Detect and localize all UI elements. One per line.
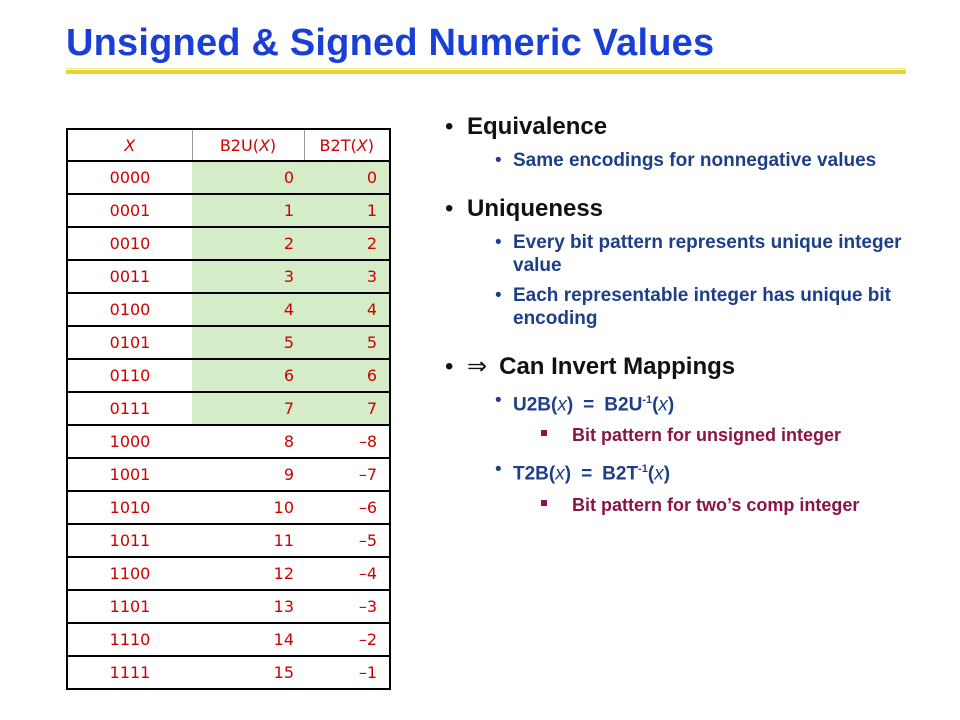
b2u-cell: 5: [192, 326, 304, 359]
implies-symbol: ⇒: [467, 353, 488, 380]
b2u-cell: 3: [192, 260, 304, 293]
table-body: [67, 161, 390, 689]
table-row: [67, 260, 390, 293]
b2t-cell: –2: [304, 623, 390, 656]
b2u-cell: 9: [192, 458, 304, 491]
b2t-cell: –7: [304, 458, 390, 491]
table-row: [67, 425, 390, 458]
table-header-row: [67, 129, 390, 161]
bits-cell: 0010: [67, 227, 192, 260]
b2u-cell: 4: [192, 293, 304, 326]
bits-cell: 1001: [67, 458, 192, 491]
table-row: [67, 227, 390, 260]
table-row: [67, 491, 390, 524]
b2t-cell: –5: [304, 524, 390, 557]
table-row: [67, 293, 390, 326]
b2u-cell: 7: [192, 392, 304, 425]
header-x: X: [67, 129, 192, 161]
b2u-cell: 0: [192, 161, 304, 194]
bullet-each-representable: • Each representable integer has unique bit encoding: [495, 285, 891, 329]
table-row: [67, 557, 390, 590]
b2t-cell: –1: [304, 656, 390, 689]
bullet-t2b-note: [445, 494, 915, 516]
b2u-cell: 8: [192, 425, 304, 458]
table-row: [67, 392, 390, 425]
uniqueness-heading: Uniqueness: [467, 195, 604, 222]
b2t-cell: 6: [304, 359, 390, 392]
b2t-cell: 0: [304, 161, 390, 194]
bits-cell: 0100: [67, 293, 192, 326]
b2t-cell: –4: [304, 557, 390, 590]
equivalence-heading: Equivalence: [467, 113, 608, 140]
bullet-equivalence: • Equivalence: [445, 113, 608, 140]
slide-title: Unsigned & Signed Numeric Values: [66, 22, 715, 64]
bullet-u2b: • $U2B(x) = B2U^{-1}(x)$: [495, 390, 675, 416]
b2u-cell: 15: [192, 656, 304, 689]
bits-cell: 1110: [67, 623, 192, 656]
bits-cell: 1000: [67, 425, 192, 458]
b2u-cell: 13: [192, 590, 304, 623]
t2b-note-text: Bit pattern for two’s comp integer: [572, 494, 860, 515]
table-row: [67, 524, 390, 557]
bits-cell: 0101: [67, 326, 192, 359]
bits-cell: 0011: [67, 260, 192, 293]
b2u-cell: 10: [192, 491, 304, 524]
bits-cell: 0000: [67, 161, 192, 194]
b2u-cell: 11: [192, 524, 304, 557]
bits-cell: 1011: [67, 524, 192, 557]
bits-cell: 0111: [67, 392, 192, 425]
table-row: [67, 623, 390, 656]
table-row: [67, 656, 390, 689]
b2t-cell: 4: [304, 293, 390, 326]
title-underline: [66, 70, 906, 74]
table-row: [67, 359, 390, 392]
bullet-same-encodings: • Same encodings for nonnegative values: [495, 150, 877, 171]
bits-cell: 1111: [67, 656, 192, 689]
bullet-every-bit-pattern: • Every bit pattern represents unique integer value: [495, 232, 902, 276]
same-encodings-text: Same encodings for nonnegative values: [513, 150, 877, 171]
bits-cell: 1101: [67, 590, 192, 623]
bullet-t2b: • $T2B(x) = B2T^{-1}(x)$: [495, 459, 671, 485]
invert-heading: Can Invert Mappings: [499, 353, 736, 380]
u2b-note-text: Bit pattern for unsigned integer: [572, 425, 842, 446]
b2t-cell: –3: [304, 590, 390, 623]
bits-cell: 1010: [67, 491, 192, 524]
b2t-cell: –8: [304, 425, 390, 458]
table-row: [67, 590, 390, 623]
b2t-cell: 1: [304, 194, 390, 227]
bullet-invert-mappings: • ⇒ Can Invert Mappings: [445, 353, 736, 380]
b2t-cell: 2: [304, 227, 390, 260]
mapping-table: [66, 128, 391, 690]
bullet-uniqueness: • Uniqueness: [445, 195, 604, 222]
header-b2t: B2T(X): [304, 129, 390, 161]
b2t-cell: 3: [304, 260, 390, 293]
bullet-u2b-note: [445, 424, 915, 446]
table-row: [67, 161, 390, 194]
b2u-cell: 6: [192, 359, 304, 392]
table-row: [67, 194, 390, 227]
b2t-cell: 7: [304, 392, 390, 425]
table-row: [67, 326, 390, 359]
bits-cell: 1100: [67, 557, 192, 590]
b2u-cell: 1: [192, 194, 304, 227]
bullet-list: [445, 112, 915, 516]
bits-cell: 0110: [67, 359, 192, 392]
table-row: [67, 458, 390, 491]
each-representable-text: Each representable integer has unique bit encoding: [513, 285, 891, 329]
header-b2u: B2U(X): [192, 129, 304, 161]
b2t-cell: 5: [304, 326, 390, 359]
b2u-cell: 12: [192, 557, 304, 590]
bits-cell: 0001: [67, 194, 192, 227]
b2u-cell: 2: [192, 227, 304, 260]
b2u-cell: 14: [192, 623, 304, 656]
b2t-cell: –6: [304, 491, 390, 524]
every-bit-pattern-text: Every bit pattern represents unique integer value: [513, 232, 902, 276]
